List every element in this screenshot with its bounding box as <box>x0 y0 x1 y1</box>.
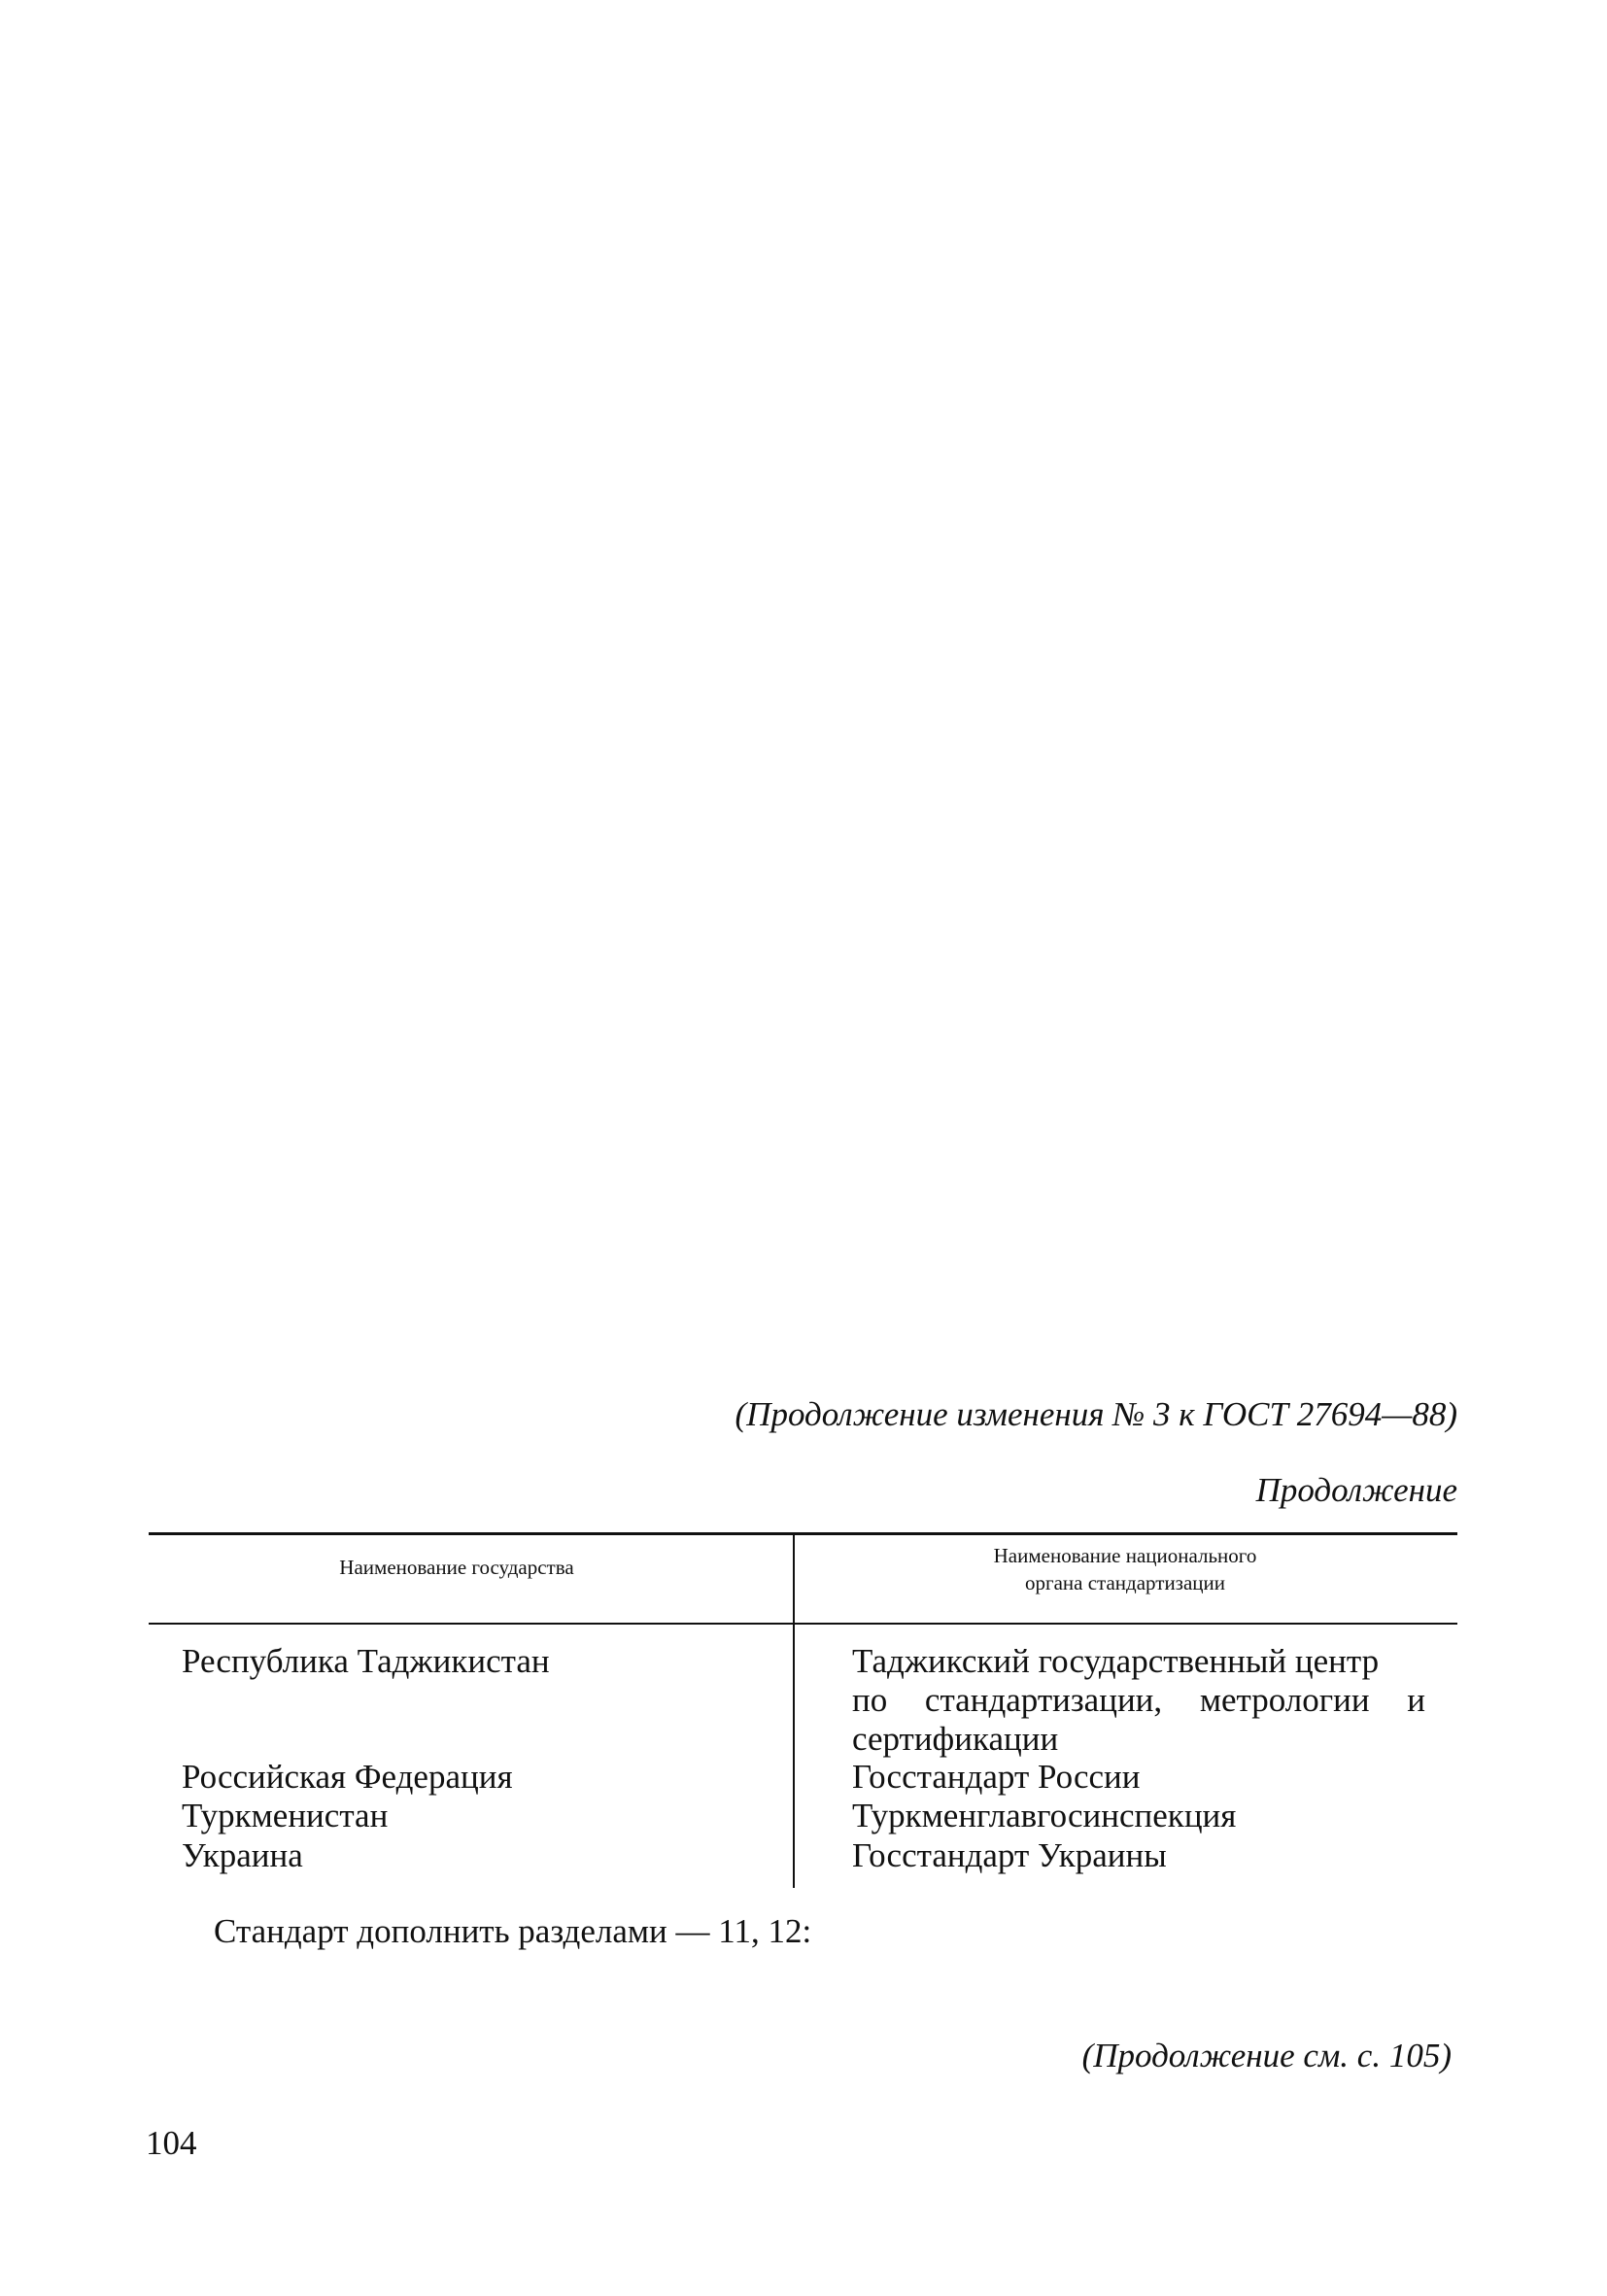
column-header-body-line1: Наименование национального <box>993 1544 1257 1567</box>
row-body-turkmenistan: Туркменглавгосинспекция <box>852 1797 1237 1834</box>
page-number: 104 <box>146 2124 197 2162</box>
body-text: Стандарт дополнить разделами — 11, 12: <box>214 1912 812 1950</box>
row-body-tajikistan <box>852 1644 1425 1761</box>
table-top-rule <box>149 1532 1457 1535</box>
row-body-russia: Госстандарт России <box>852 1758 1141 1796</box>
table-column-divider <box>793 1534 795 1888</box>
row-state-ukraine: Украина <box>182 1836 303 1874</box>
row-state-tajikistan: Республика Таджикистан <box>182 1642 550 1680</box>
row-state-turkmenistan: Туркменистан <box>182 1797 389 1834</box>
table-header-rule <box>149 1623 1457 1625</box>
column-header-body-line2: органа стандартизации <box>1024 1571 1226 1594</box>
column-header-state: Наименование государства <box>339 1556 574 1579</box>
continuation-label: Продолжение <box>1255 1471 1457 1509</box>
continuation-note: (Продолжение изменения № 3 к ГОСТ 27694—88) <box>735 1395 1457 1433</box>
body-line: Таджикский государственный центр <box>852 1642 1380 1680</box>
continued-on-note: (Продолжение см. с. 105) <box>1081 2037 1452 2074</box>
row-body-ukraine: Госстандарт Украины <box>852 1836 1167 1874</box>
body-line: сертификации <box>852 1720 1059 1758</box>
row-state-russia: Российская Федерация <box>182 1758 513 1796</box>
body-line: по стандартизации, метрологии и <box>852 1681 1425 1719</box>
